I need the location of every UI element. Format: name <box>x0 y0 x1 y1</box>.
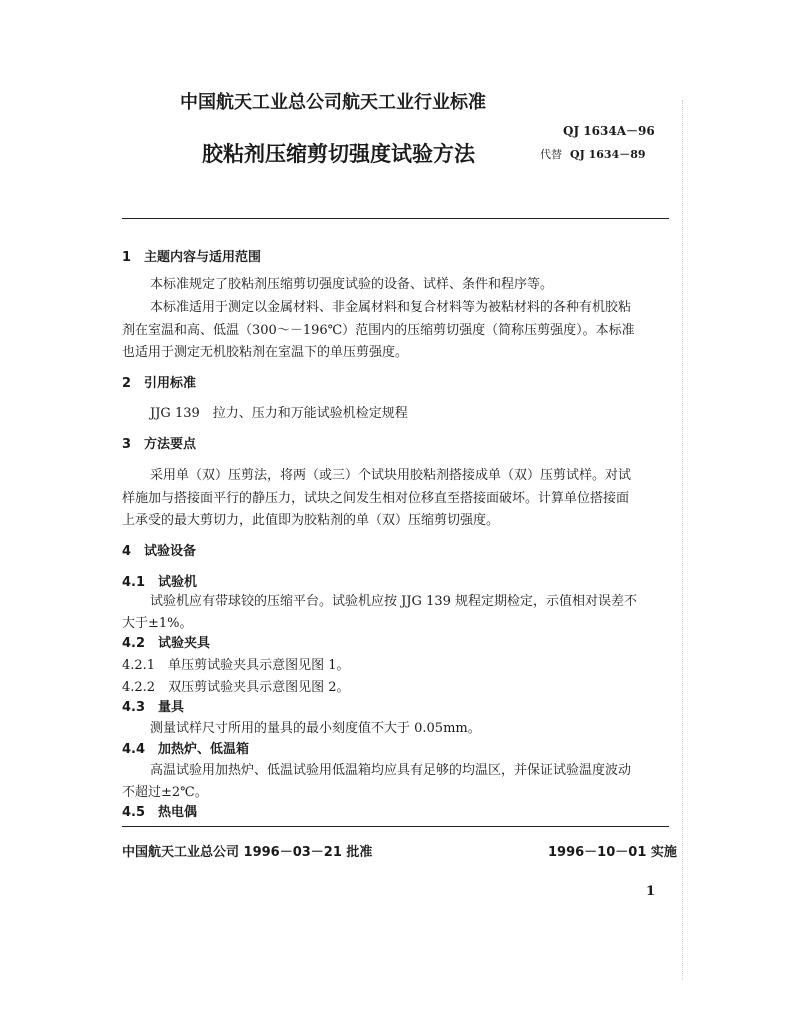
section-4-4-line-2: 不超过±2℃。 <box>122 785 208 800</box>
section-4-2-2: 4.2.2 双压剪试验夹具示意图见图 2。 <box>122 680 350 695</box>
section-4-heading: 4 试验设备 <box>122 544 197 559</box>
section-4-4-heading: 4.4 加热炉、低温箱 <box>122 742 250 757</box>
document-title: 胶粘剂压缩剪切强度试验方法 <box>202 142 475 166</box>
section-4-3-heading: 4.3 量具 <box>122 700 185 715</box>
section-4-3-text: 测量试样尺寸所用的量具的最小刻度值不大于 0.05mm。 <box>150 721 481 736</box>
section-2-heading: 2 引用标准 <box>122 376 197 391</box>
section-1-paragraph-2-line-3: 也适用于测定无机胶粘剂在室温下的单压剪强度。 <box>122 345 409 360</box>
page-number: 1 <box>646 884 656 899</box>
section-4-1-line-2: 大于±1%。 <box>122 616 193 631</box>
section-3-line-1: 采用单（双）压剪法，将两（或三）个试块用胶粘剂搭接成单（双）压剪试样。对试 <box>150 468 632 483</box>
referenced-standard: JJG 139 拉力、压力和万能试验机检定规程 <box>150 406 408 421</box>
replaces-label: 代替 <box>540 148 562 161</box>
section-1-paragraph-1: 本标准规定了胶粘剂压缩剪切强度试验的设备、试样、条件和程序等。 <box>150 277 554 292</box>
header-rule <box>122 218 669 219</box>
section-3-line-2: 样施加与搭接面平行的静压力，试块之间发生相对位移直至搭接面破坏。计算单位搭接面 <box>122 491 630 506</box>
section-1-paragraph-2-line-2: 剂在室温和高、低温（300～－196℃）范围内的压缩剪切强度（简称压剪强度）。本标准 <box>122 323 635 338</box>
section-4-1-line-1: 试验机应有带球铰的压缩平台。试验机应按 JJG 139 规程定期检定，示值相对误差不 <box>150 594 638 609</box>
section-4-2-1: 4.2.1 单压剪试验夹具示意图见图 1。 <box>122 658 350 673</box>
section-1-paragraph-2-line-1: 本标准适用于测定以金属材料、非金属材料和复合材料等为被粘材料的各种有机胶粘 <box>150 300 632 315</box>
replaced-standard-number: QJ 1634－89 <box>570 148 646 161</box>
organization-standard-title: 中国航天工业总公司航天工业行业标准 <box>180 92 486 113</box>
scan-edge-divider <box>682 100 683 980</box>
effective-date: 1996－10－01 实施 <box>548 845 677 860</box>
section-3-heading: 3 方法要点 <box>122 437 197 452</box>
section-4-4-line-1: 高温试验用加热炉、低温试验用低温箱均应具有足够的均温区，并保证试验温度波动 <box>150 763 632 778</box>
section-4-5-heading: 4.5 热电偶 <box>122 805 198 820</box>
section-3-line-3: 上承受的最大剪切力，此值即为胶粘剂的单（双）压缩剪切强度。 <box>122 513 500 528</box>
section-4-2-heading: 4.2 试验夹具 <box>122 636 211 651</box>
approval-line: 中国航天工业总公司 1996－03－21 批准 <box>122 845 373 860</box>
standard-number: QJ 1634A－96 <box>563 124 655 138</box>
section-1-heading: 1 主题内容与适用范围 <box>122 250 262 265</box>
section-4-1-heading: 4.1 试验机 <box>122 575 198 590</box>
footer-rule <box>122 826 669 827</box>
